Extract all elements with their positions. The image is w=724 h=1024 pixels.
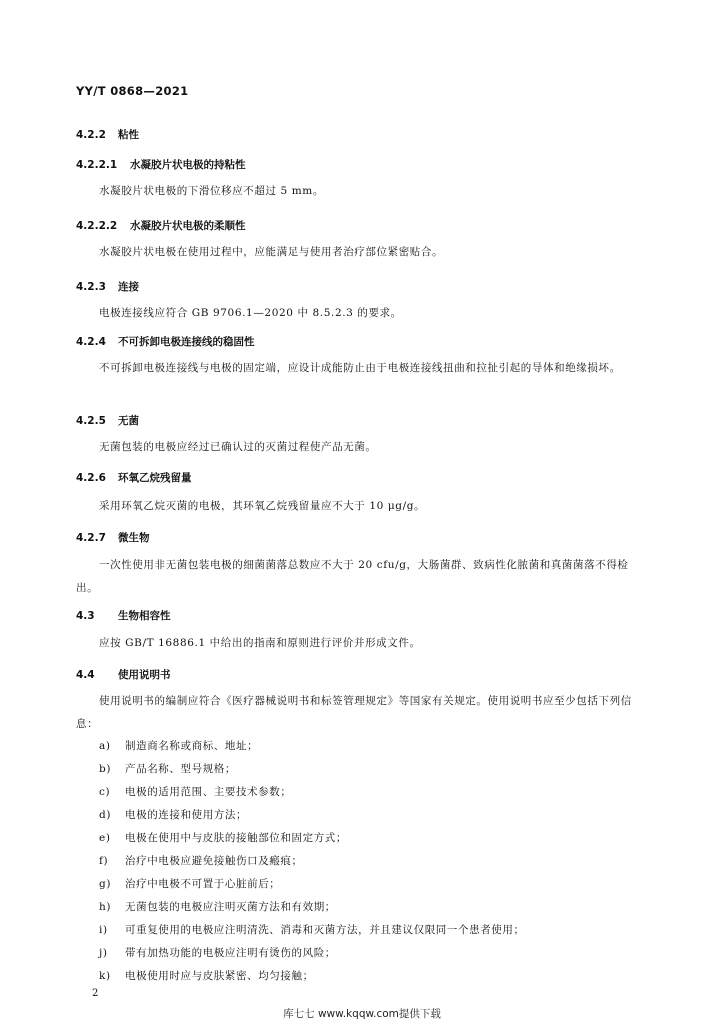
list-item — [99, 968, 644, 983]
list-item — [99, 922, 644, 937]
paragraph: 使用说明书的编制应符合《医疗器械说明书和标签管理规定》等国家有关规定。使用说明书应至少包括下列信息： — [76, 695, 632, 730]
list-marker: a) — [99, 740, 111, 752]
list-item-text: 产品名称、型号规格； — [125, 763, 236, 775]
heading-4-2-4 — [76, 334, 255, 349]
heading-4-2-2-2 — [76, 218, 246, 233]
list-marker: b) — [99, 763, 112, 775]
list-item — [99, 784, 644, 799]
paragraph: 不可拆卸电极连接线与电极的固定端，应设计成能防止由于电极连接线扭曲和拉扯引起的导体和绝缘损坏。 — [99, 362, 621, 374]
list-item — [99, 876, 644, 891]
list-marker: g) — [99, 878, 112, 890]
list-marker: h) — [99, 901, 112, 913]
list-item-text: 带有加热功能的电极应注明有烫伤的风险； — [125, 947, 336, 959]
list-marker: i) — [99, 924, 108, 936]
section-title: 环氧乙烷残留量 — [118, 472, 192, 484]
list-item-text: 电极使用时应与皮肤紧密、均匀接触； — [125, 970, 314, 982]
heading-4-2-6 — [76, 470, 192, 485]
section-number: 4.2.5 — [76, 415, 106, 427]
section-number: 4.2.2.2 — [76, 220, 118, 232]
section-number: 4.3 — [76, 610, 95, 622]
list-item — [99, 761, 644, 776]
list-item-text: 无菌包装的电极应注明灭菌方法和有效期； — [125, 901, 336, 913]
section-title: 使用说明书 — [118, 669, 171, 681]
paragraph: 一次性使用非无菌包装电极的细菌菌落总数应不大于 20 cfu/g，大肠菌群、致病性化脓菌和真菌菌落不得检出。 — [76, 559, 629, 594]
list-marker: d) — [99, 809, 112, 821]
list-item-text: 电极的适用范围、主要技术参数； — [125, 786, 292, 798]
list-item — [99, 945, 644, 960]
heading-4-2-3 — [76, 279, 139, 294]
list-item-text: 电极的连接和使用方法； — [125, 809, 248, 821]
section-number: 4.2.2 — [76, 129, 106, 141]
section-title: 水凝胶片状电极的持粘性 — [130, 159, 246, 171]
section-title: 连接 — [118, 281, 139, 293]
list-item — [99, 853, 644, 868]
heading-4-2-2 — [76, 127, 139, 142]
list-item — [99, 807, 644, 822]
section-number: 4.4 — [76, 669, 95, 681]
heading-4-2-7 — [76, 530, 150, 545]
list-item-text: 制造商名称或商标、地址； — [125, 740, 259, 752]
list-item-text: 治疗中电极应避免接触伤口及瘢痕； — [125, 855, 303, 867]
section-title: 无菌 — [118, 415, 139, 427]
paragraph: 电极连接线应符合 GB 9706.1—2020 中 8.5.2.3 的要求。 — [99, 307, 402, 319]
section-title: 微生物 — [118, 532, 150, 544]
heading-4-4 — [76, 667, 171, 682]
section-number: 4.2.6 — [76, 472, 106, 484]
list-item-text: 电极在使用中与皮肤的接触部位和固定方式； — [125, 832, 347, 844]
list-marker: f) — [99, 855, 109, 867]
section-number: 4.2.2.1 — [76, 159, 118, 171]
list-item — [99, 899, 644, 914]
paragraph: 水凝胶片状电极的下滑位移应不超过 5 mm。 — [99, 185, 324, 197]
page-number: 2 — [92, 988, 99, 999]
download-footer: 库七七 www.kqqw.com提供下载 — [283, 1008, 441, 1020]
paragraph: 水凝胶片状电极在使用过程中，应能满足与使用者治疗部位紧密贴合。 — [99, 246, 444, 258]
section-title: 水凝胶片状电极的柔顺性 — [130, 220, 246, 232]
list-item-text: 治疗中电极不可置于心脏前后； — [125, 878, 281, 890]
paragraph: 无菌包装的电极应经过已确认过的灭菌过程使产品无菌。 — [99, 441, 377, 453]
heading-4-2-2-1 — [76, 157, 246, 172]
section-title: 生物相容性 — [118, 610, 171, 622]
section-number: 4.2.3 — [76, 281, 106, 293]
list-marker: c) — [99, 786, 111, 798]
section-number: 4.2.4 — [76, 336, 106, 348]
paragraph: 应按 GB/T 16886.1 中给出的指南和原则进行评价并形成文件。 — [99, 637, 421, 649]
list-item-text: 可重复使用的电极应注明清洗、消毒和灭菌方法，并且建议仅限同一个患者使用； — [125, 924, 525, 936]
section-title: 不可拆卸电极连接线的稳固性 — [118, 336, 255, 348]
paragraph: 采用环氧乙烷灭菌的电极，其环氧乙烷残留量应不大于 10 μg/g。 — [99, 500, 426, 512]
section-number: 4.2.7 — [76, 532, 106, 544]
document-code: YY/T 0868—2021 — [76, 84, 189, 98]
heading-4-3 — [76, 608, 171, 623]
list-marker: e) — [99, 832, 111, 844]
heading-4-2-5 — [76, 413, 139, 428]
list-item — [99, 738, 644, 753]
list-marker: j) — [99, 947, 108, 959]
section-title: 粘性 — [118, 129, 139, 141]
list-item — [99, 830, 644, 845]
list-marker: k) — [99, 970, 111, 982]
